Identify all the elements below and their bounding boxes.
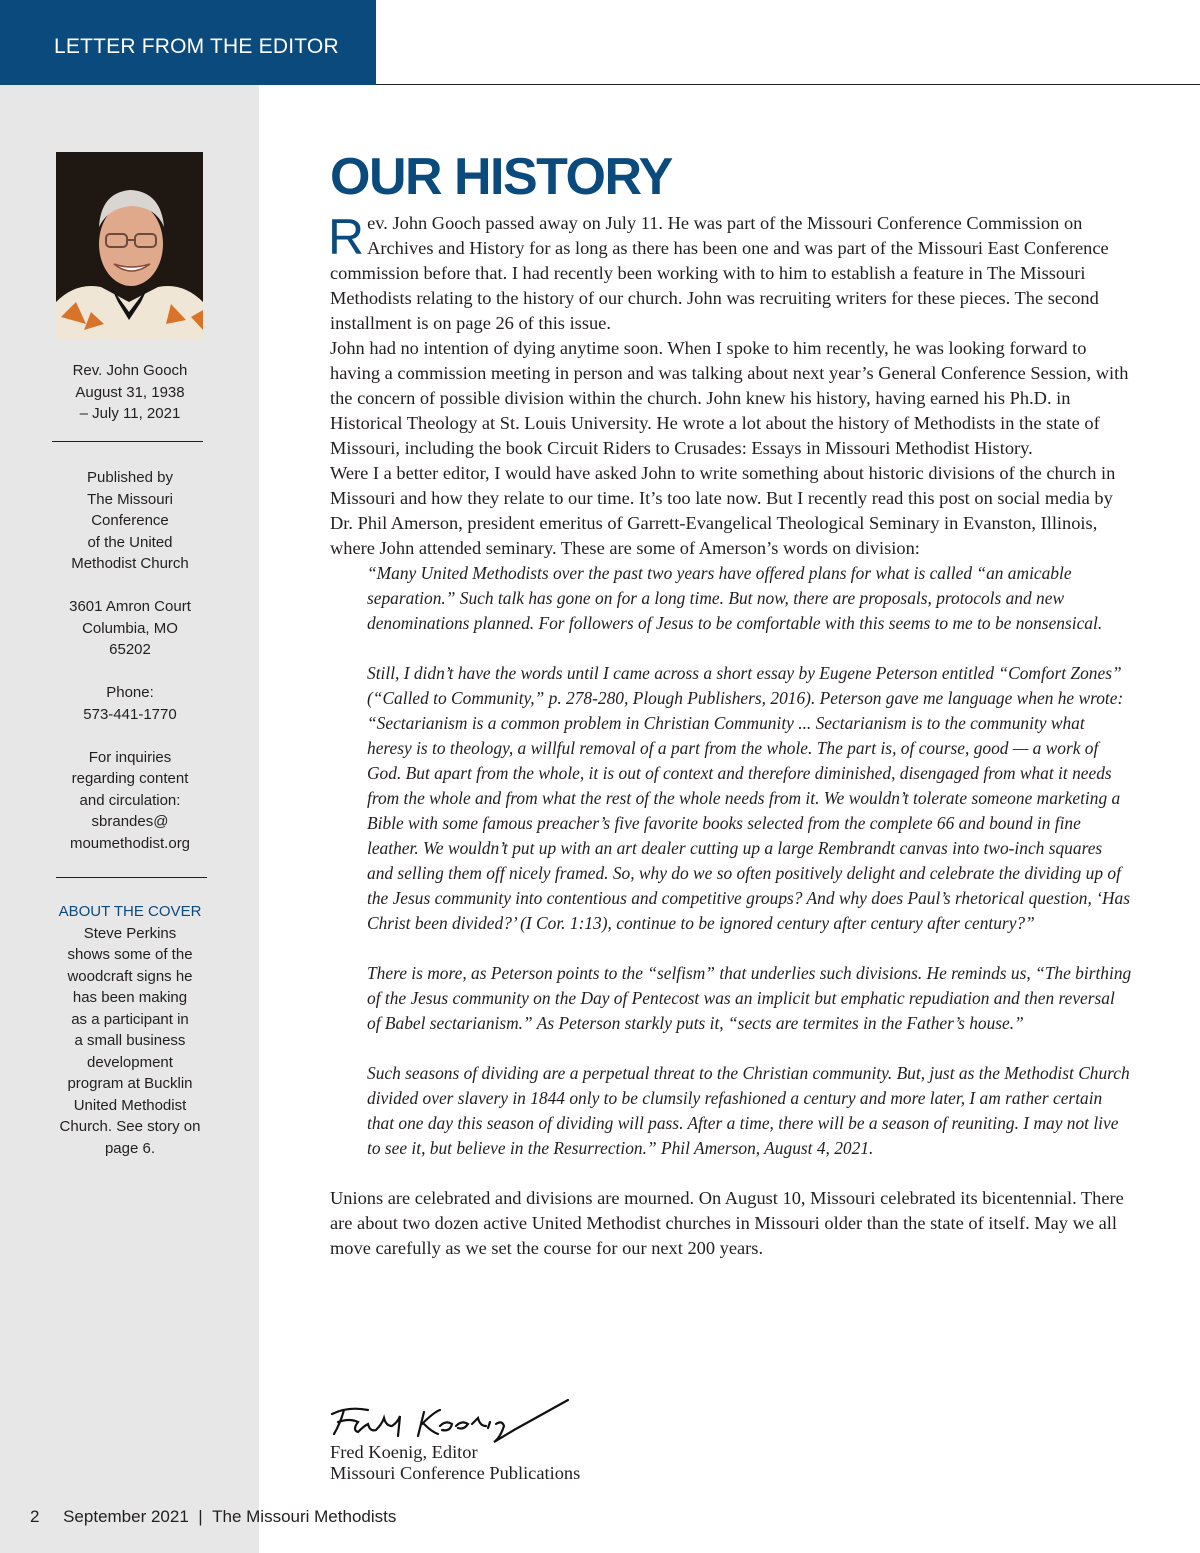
drop-cap: R bbox=[328, 209, 365, 265]
email-line: moumethodist.org bbox=[69, 834, 191, 852]
page-number: 2 bbox=[30, 1507, 40, 1526]
header-rule bbox=[376, 84, 1200, 85]
publisher-line: Conference bbox=[91, 512, 169, 529]
paragraph-text: ev. John Gooch passed away on July 11. He was part of the Missouri Conference Commission on Archives and History for as long as there has been one and was part of the Missouri East Conference commission before that. I had recently been working with to him to establish a feature in The Missouri Methodists relating to the history of our church. John was recruiting writers for these pieces. The second installment is on page 26 of this issue. bbox=[330, 213, 1109, 333]
cover-text-line: has been making bbox=[72, 989, 188, 1006]
closing-paragraph: Unions are celebrated and divisions are mourned. On August 10, Missouri celebrated its bicentennial. There are about two dozen active United Methodist churches in Missouri older than the state of itself. May we all move carefully as we set the course for our next 200 years. bbox=[330, 1188, 1124, 1258]
inquiries-line: and circulation: bbox=[79, 791, 181, 809]
signer-title: Missouri Conference Publications bbox=[330, 1463, 581, 1483]
sidebar-divider bbox=[52, 441, 203, 442]
cover-text-line: as a participant in bbox=[71, 1010, 189, 1028]
block-quote bbox=[367, 561, 1132, 1161]
cover-text-line: Steve Perkins bbox=[83, 924, 177, 942]
about-the-cover bbox=[40, 901, 220, 1159]
section-label: LETTER FROM THE EDITOR bbox=[54, 35, 339, 58]
photo-caption bbox=[40, 360, 220, 425]
signer-name: Fred Koenig, Editor bbox=[330, 1442, 478, 1462]
phone-label: Phone: bbox=[106, 684, 154, 701]
quote-paragraph: Still, I didn’t have the words until I came across a short essay by Eugene Peterson entitled “Comfort Zones” (“Called to Community,” p. 278-280, Plough Publishers, 2016). Peterson gave me language when he wrote: “Sectarianism is a common problem in Christian Community ... Sectarianism is to the community what heresy is to theology, a willful removal of a part from the whole. The part is, of course, good — a work of God. But apart from the whole, it is out of context and therefore diminished, disengaged from what it needs from the whole and from what the rest of the whole needs from it. We wouldn’t tolerate someone marketing a Bible with some famous preacher’s five favorite books selected from the complete 66 and bound in fine leather. We wouldn’t put up with an art dealer cutting up a large Rembrandt canvas into two-inch squares and selling them off nicely framed. So, why do we so often positively delight and celebrate the dividing up of the Jesus community into contentious and competitive groups? And why does Paul’s rhetorical question, ‘Has Christ been divided?’ (I Cor. 1:13), continue to be ignored century after century after century?” bbox=[367, 663, 1131, 933]
signature-image bbox=[328, 1396, 573, 1446]
caption-name: Rev. John Gooch bbox=[72, 362, 188, 379]
quote-paragraph: There is more, as Peterson points to the “selfism” that underlies such divisions. He reminds us, “The birthing of the Jesus community on the Day of Pentecost was an implicit but emphatic repudiation and then reversal of Babel sectarianism.” As Peterson starkly puts it, “sects are termites in the Father’s house.” bbox=[367, 963, 1132, 1033]
address-line: Columbia, MO bbox=[82, 619, 178, 637]
cover-text-line: Church. See story on bbox=[59, 1118, 201, 1135]
cover-text-line: United Methodist bbox=[73, 1096, 187, 1114]
address-line: 65202 bbox=[109, 641, 151, 658]
address-line: 3601 Amron Court bbox=[69, 598, 191, 615]
phone-number: 573-441-1770 bbox=[83, 705, 177, 723]
cover-text-line: woodcraft signs he bbox=[67, 967, 193, 985]
cover-text-line: shows some of the bbox=[67, 946, 193, 963]
sidebar-divider bbox=[56, 877, 207, 878]
publication-name: The Missouri Methodists bbox=[212, 1507, 397, 1526]
cover-text-line: page 6. bbox=[104, 1139, 156, 1157]
signoff bbox=[330, 1442, 580, 1484]
email-line: sbrandes@ bbox=[91, 813, 169, 830]
issue-date: September 2021 bbox=[63, 1507, 189, 1526]
article-body bbox=[330, 211, 1130, 1261]
caption-death: – July 11, 2021 bbox=[79, 405, 181, 422]
inquiries-line: For inquiries bbox=[88, 748, 172, 766]
caption-birth: August 31, 1938 bbox=[75, 383, 185, 401]
quote-paragraph: “Many United Methodists over the past two years have offered plans for what is called “an amicable separation.” Such talk has gone on for a long time. But now, there are proposals, protocols and new denominations planned. For followers of Jesus to be comfortable with this seems to me to be nonsensical. bbox=[367, 563, 1103, 633]
article-title: OUR HISTORY bbox=[330, 148, 672, 206]
author-photo bbox=[56, 152, 203, 340]
cover-text-line: a small business bbox=[74, 1032, 186, 1049]
portrait-image bbox=[56, 152, 203, 340]
quote-paragraph: Such seasons of dividing are a perpetual threat to the Christian community. But, just as the Methodist Church divided over slavery in 1844 only to be clumsily refashioned a century and more later, I am rather certain that one day this season of dividing will pass. After a time, there will be a season of reuniting. I may not live to see it, but believe in the Resurrection.” Phil Amerson, August 4, 2021. bbox=[367, 1063, 1130, 1158]
paragraph: John had no intention of dying anytime soon. When I spoke to him recently, he was looking forward to having a commission meeting in person and was talking about next year’s General Conference Session, with the concern of possible division within the church. John knew his history, having earned his Ph.D. in Historical Theology at St. Louis University. He wrote a lot about the history of Methodists in the state of Missouri, including the book Circuit Riders to Crusades: Essays in Missouri Methodist History. bbox=[330, 338, 1129, 458]
publisher-line: of the United bbox=[87, 533, 173, 551]
masthead-info bbox=[40, 467, 220, 854]
footer-separator: | bbox=[198, 1507, 203, 1526]
cover-heading: ABOUT THE COVER bbox=[58, 903, 202, 920]
paragraph bbox=[330, 211, 1130, 336]
inquiries-line: regarding content bbox=[71, 770, 189, 787]
paragraph: Were I a better editor, I would have asked John to write something about historic divisions of the church in Missouri and how they relate to our time. It’s too late now. But I recently read this post on social media by Dr. Phil Amerson, president emeritus of Garrett-Evangelical Theological Seminary in Evanston, Illinois, where John attended seminary. These are some of Amerson’s words on division: bbox=[330, 463, 1116, 558]
publisher-line: The Missouri bbox=[87, 490, 173, 508]
page-footer bbox=[30, 1507, 396, 1527]
publisher-line: Methodist Church bbox=[71, 555, 189, 572]
cover-text-line: program at Bucklin bbox=[67, 1075, 193, 1092]
section-header bbox=[0, 0, 376, 85]
publisher-line: Published by bbox=[87, 469, 173, 486]
cover-text-line: development bbox=[87, 1053, 173, 1071]
